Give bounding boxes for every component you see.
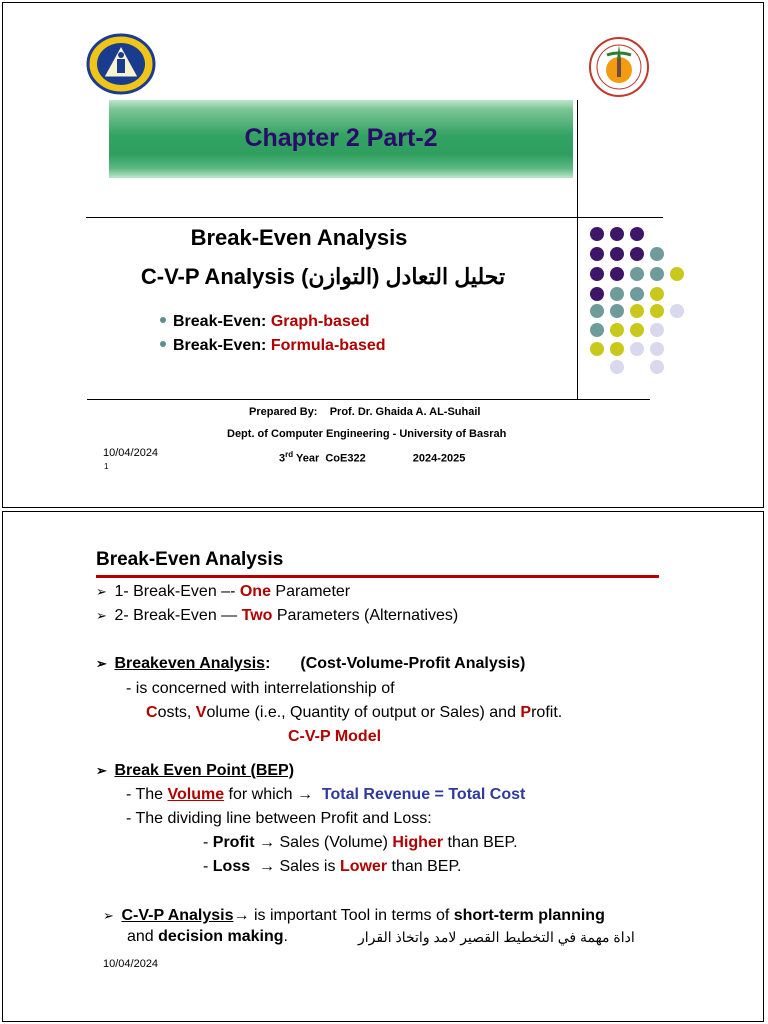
dot (630, 287, 644, 301)
slide1-date: 10/04/2024 (103, 447, 159, 459)
arrow-bullet-icon: ➢ (96, 608, 107, 623)
right-arrow-icon: → (259, 834, 276, 851)
slide1-heading: Break-Even Analysis (190, 225, 408, 250)
prepared-by: Prepared By: Prof. Dr. Ghaida A. AL-Suhail (249, 406, 481, 418)
title-underline (96, 575, 659, 578)
course-info: 3rd Year CoE322 2024-2025 (279, 450, 466, 465)
dot (630, 247, 644, 261)
bullet-icon (160, 317, 166, 323)
cvp-components-line: Costs, Volume (i.e., Quantity of output or Sales) and Profit. (146, 704, 563, 721)
slide-2 (2, 511, 764, 1022)
dot (670, 267, 684, 281)
dot (610, 287, 624, 301)
right-arrow-icon: → (297, 786, 314, 803)
cvp-tool-line-2: and decision making. (127, 928, 288, 945)
concern-line: - is concerned with interrelationship of (126, 680, 395, 697)
dot (650, 287, 664, 301)
dot (650, 342, 664, 356)
vertical-rule (577, 100, 578, 399)
bottom-rule (87, 399, 650, 400)
dot (650, 247, 664, 261)
volume-line: - The Volume for which → Total Revenue = Total Cost (126, 786, 526, 803)
bullet-formula-based: Break-Even: Formula-based (160, 337, 386, 355)
profit-line: - Profit → Sales (Volume) Higher than BEP. (203, 834, 518, 851)
chapter-title: Chapter 2 Part-2 (244, 124, 438, 152)
dot (630, 304, 644, 318)
right-arrow-icon: → (259, 858, 276, 875)
dot (610, 342, 624, 356)
subheading-english: C-V-P Analysis (140, 264, 295, 289)
dot (650, 360, 664, 374)
bep-heading: ➢ Break Even Point (BEP) (96, 762, 295, 779)
dot (670, 304, 684, 318)
department: Dept. of Computer Engineering - University of Basrah (227, 428, 507, 440)
item-two-parameters: ➢ 2- Break-Even — Two Parameters (Alternatives) (96, 607, 459, 624)
right-arrow-icon: → (233, 907, 250, 924)
dot (630, 267, 644, 281)
dividing-line: - The dividing line between Profit and Loss: (126, 810, 432, 827)
dot (610, 267, 624, 281)
dot (610, 304, 624, 318)
slide-1 (2, 2, 764, 508)
dot (590, 304, 604, 318)
slide2-title: Break-Even Analysis (96, 549, 284, 570)
university-logo-icon (86, 33, 156, 95)
dot (630, 342, 644, 356)
dot (630, 227, 644, 241)
page-number: 1 (104, 462, 109, 471)
slide2-date: 10/04/2024 (103, 958, 159, 970)
item-one-parameter: ➢ 1- Break-Even –- One Parameter (96, 583, 351, 600)
arabic-note: اداة مهمة في التخطيط القصير لامد واتخاذ القرار (358, 929, 635, 945)
dot (610, 360, 624, 374)
dot (590, 227, 604, 241)
dot (590, 323, 604, 337)
dot (590, 267, 604, 281)
bullet-icon (160, 341, 166, 347)
dot (610, 247, 624, 261)
cvp-model-label: C-V-P Model (288, 728, 382, 745)
loss-line: - Loss → Sales is Lower than BEP. (203, 858, 462, 875)
dot (650, 304, 664, 318)
arrow-bullet-icon: ➢ (103, 908, 114, 923)
subheading-arabic: تحليل التعادل (التوازن) (301, 264, 506, 289)
dot (630, 323, 644, 337)
arrow-bullet-icon: ➢ (96, 584, 107, 599)
dot (650, 323, 664, 337)
slide1-subheading (103, 264, 543, 290)
college-logo-icon (587, 37, 651, 97)
cvp-tool-line: ➢ C-V-P Analysis→ is important Tool in terms of short-term planning (103, 907, 605, 924)
arrow-bullet-icon: ➢ (96, 656, 107, 671)
arrow-bullet-icon: ➢ (96, 763, 107, 778)
dot (590, 342, 604, 356)
breakeven-analysis-heading: ➢ Breakeven Analysis: (Cost-Volume-Profit Analysis) (96, 655, 526, 672)
bullet-graph-based: Break-Even: Graph-based (160, 313, 370, 331)
dot (590, 287, 604, 301)
title-banner (109, 100, 573, 178)
dot (650, 267, 664, 281)
dot (610, 227, 624, 241)
dot (590, 247, 604, 261)
dot (610, 323, 624, 337)
